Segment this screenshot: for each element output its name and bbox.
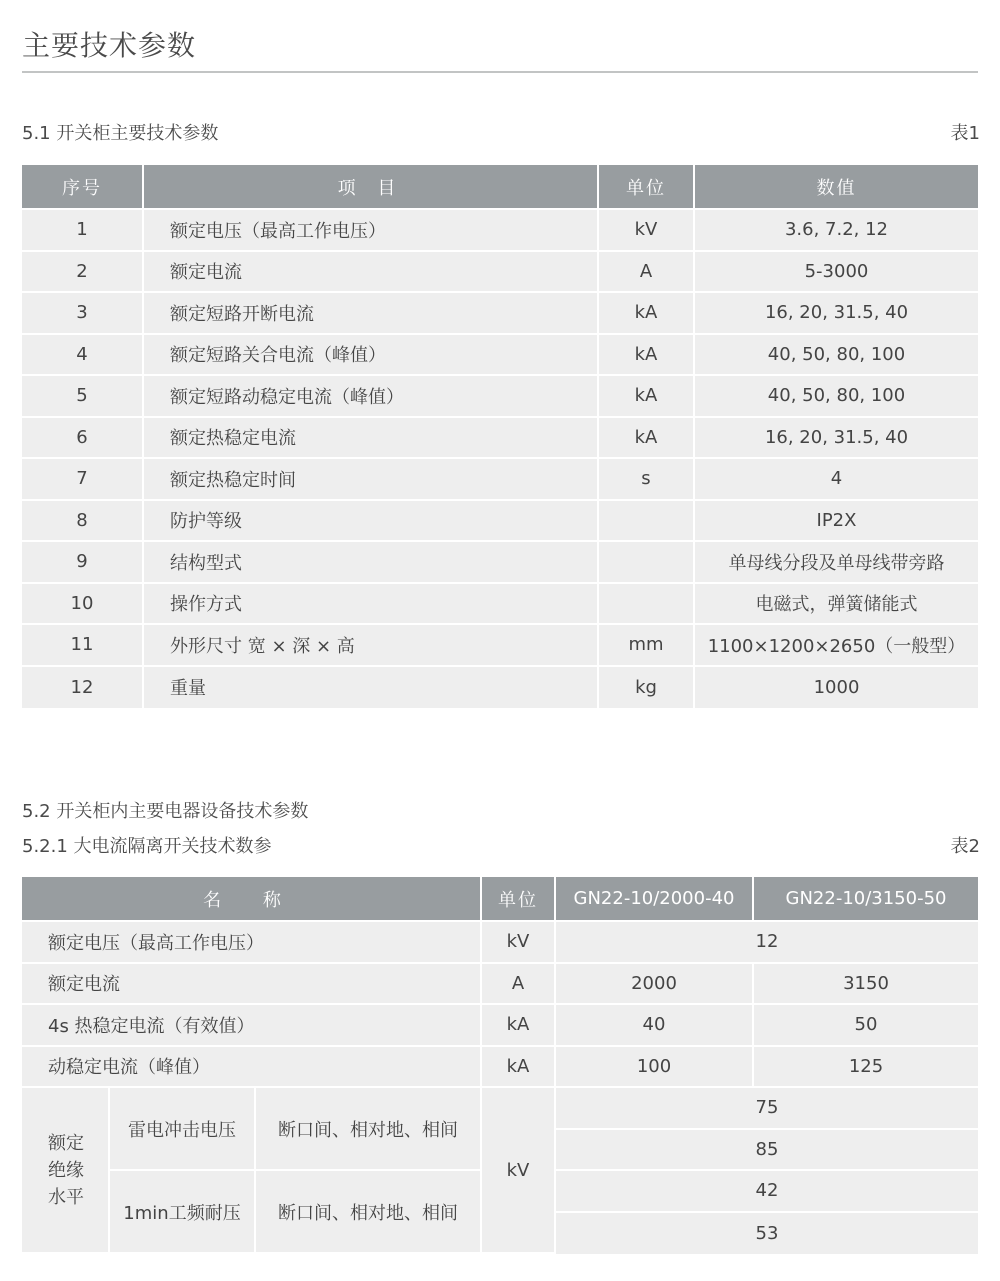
row-value-merged: 12 (556, 922, 978, 964)
row-item: 操作方式 (144, 584, 599, 626)
row-value: 1100×1200×2650（一般型） (695, 625, 978, 667)
table-row (22, 459, 978, 501)
table-row (22, 667, 978, 709)
row-name: 动稳定电流（峰值） (22, 1047, 482, 1089)
table-row (22, 1047, 978, 1089)
row-value-2: 50 (754, 1005, 978, 1047)
insulation-group-label (22, 1088, 110, 1254)
row-value: 4 (695, 459, 978, 501)
row-value: 3.6, 7.2, 12 (695, 210, 978, 252)
table-1-tag: 表1 (950, 123, 980, 144)
row-unit: kA (599, 418, 695, 460)
row-no: 7 (22, 459, 144, 501)
row-unit (599, 542, 695, 584)
table-2-tag: 表2 (950, 836, 980, 857)
row-value: 16, 20, 31.5, 40 (695, 418, 978, 460)
row-value: 40, 50, 80, 100 (695, 335, 978, 377)
table-row (22, 584, 978, 626)
row-no: 1 (22, 210, 144, 252)
row-value: 16, 20, 31.5, 40 (695, 293, 978, 335)
row-name: 额定电流 (22, 964, 482, 1006)
header-value: 数值 (695, 165, 978, 210)
row-unit: s (599, 459, 695, 501)
row-item: 额定热稳定电流 (144, 418, 599, 460)
row-unit: kA (599, 335, 695, 377)
row-no: 9 (22, 542, 144, 584)
group-line: 绝缘 (48, 1159, 84, 1181)
row-unit: kV (599, 210, 695, 252)
table-row (22, 964, 978, 1006)
row-unit (599, 584, 695, 626)
header-model-2000-40: GN22-10/2000-40 (556, 877, 754, 922)
row-item: 额定电压（最高工作电压） (144, 210, 599, 252)
row-name: 额定电压（最高工作电压） (22, 922, 482, 964)
row-no: 12 (22, 667, 144, 709)
table-row (22, 335, 978, 377)
row-value-1: 40 (556, 1005, 754, 1047)
row-item: 防护等级 (144, 501, 599, 543)
row-item: 额定电流 (144, 252, 599, 294)
row-no: 3 (22, 293, 144, 335)
header-unit: 单位 (482, 877, 556, 922)
row-unit: kA (482, 1047, 556, 1089)
row-value-2: 3150 (754, 964, 978, 1006)
switchgear-params-table (22, 165, 978, 708)
table-row (22, 1005, 978, 1047)
row-value: 单母线分段及单母线带旁路 (695, 542, 978, 584)
table-row (22, 210, 978, 252)
insulation-value: 75 (556, 1088, 978, 1130)
header-model-3150-50: GN22-10/3150-50 (754, 877, 978, 922)
row-no: 8 (22, 501, 144, 543)
row-item: 结构型式 (144, 542, 599, 584)
table-row (22, 501, 978, 543)
insulation-type: 雷电冲击电压 (110, 1088, 256, 1171)
insulation-value: 42 (556, 1171, 978, 1213)
row-unit: kA (599, 376, 695, 418)
row-value: 电磁式，弹簧储能式 (695, 584, 978, 626)
page-title: 主要技术参数 (22, 29, 197, 62)
insulation-unit: kV (482, 1088, 556, 1254)
row-no: 6 (22, 418, 144, 460)
table-header-row (22, 165, 978, 210)
row-unit: kA (482, 1005, 556, 1047)
row-unit (599, 501, 695, 543)
row-item: 额定短路动稳定电流（峰值） (144, 376, 599, 418)
insulation-type: 1min工频耐压 (110, 1171, 256, 1254)
row-unit: kg (599, 667, 695, 709)
insulation-scope: 断口间、相对地、相间 (256, 1088, 482, 1171)
row-value: 1000 (695, 667, 978, 709)
table-row (22, 418, 978, 460)
row-item: 重量 (144, 667, 599, 709)
table-header-row (22, 877, 978, 922)
row-item: 额定短路关合电流（峰值） (144, 335, 599, 377)
table-row (22, 376, 978, 418)
header-name: 名 称 (22, 877, 482, 922)
group-line: 额定 (48, 1132, 84, 1154)
title-divider (22, 71, 978, 73)
row-unit: A (482, 964, 556, 1006)
row-no: 5 (22, 376, 144, 418)
row-value: 5-3000 (695, 252, 978, 294)
row-value-1: 2000 (556, 964, 754, 1006)
row-no: 4 (22, 335, 144, 377)
row-no: 11 (22, 625, 144, 667)
row-unit: A (599, 252, 695, 294)
table-row (22, 542, 978, 584)
header-item: 项 目 (144, 165, 599, 210)
row-unit: kA (599, 293, 695, 335)
section-1-label: 5.1 开关柜主要技术参数 (22, 123, 219, 144)
disconnector-params-table (22, 877, 978, 1254)
table-row (22, 922, 978, 964)
row-unit: kV (482, 922, 556, 964)
table-row (22, 1088, 978, 1130)
row-value: IP2X (695, 501, 978, 543)
row-unit: mm (599, 625, 695, 667)
insulation-value: 53 (556, 1213, 978, 1255)
row-value: 40, 50, 80, 100 (695, 376, 978, 418)
row-no: 10 (22, 584, 144, 626)
row-item: 额定短路开断电流 (144, 293, 599, 335)
section-2-1-label: 5.2.1 大电流隔离开关技术数参 (22, 836, 272, 857)
row-no: 2 (22, 252, 144, 294)
row-value-2: 125 (754, 1047, 978, 1089)
row-name: 4s 热稳定电流（有效值） (22, 1005, 482, 1047)
header-unit: 单位 (599, 165, 695, 210)
table-row (22, 252, 978, 294)
group-line: 水平 (48, 1186, 84, 1208)
row-item: 额定热稳定时间 (144, 459, 599, 501)
table-row (22, 625, 978, 667)
insulation-value: 85 (556, 1130, 978, 1172)
row-value-1: 100 (556, 1047, 754, 1089)
header-no: 序号 (22, 165, 144, 210)
insulation-scope: 断口间、相对地、相间 (256, 1171, 482, 1254)
table-row (22, 293, 978, 335)
section-2-label: 5.2 开关柜内主要电器设备技术参数 (22, 801, 309, 822)
row-item: 外形尺寸 宽 × 深 × 高 (144, 625, 599, 667)
